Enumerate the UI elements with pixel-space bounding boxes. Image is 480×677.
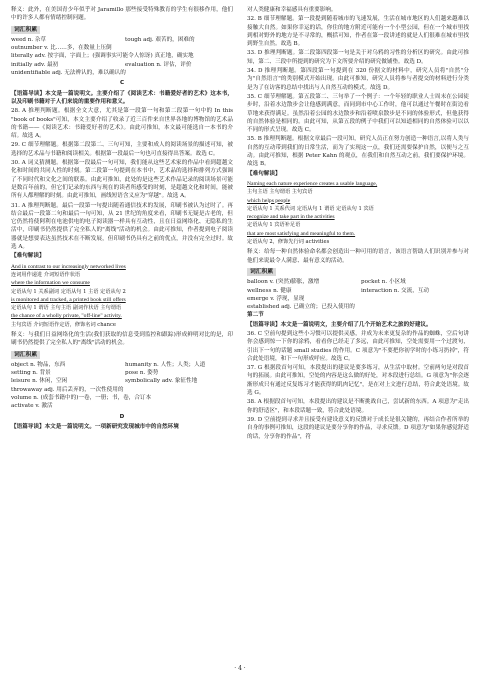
reading-guide-d: 【语篇导读】本文是一篇说明文。一项新研究发现城市中的自然环境 [11,423,179,430]
vocab-item: wellness n. 健康 [247,287,292,294]
vocab-item: unidentifiable adj. 无法辨认的，难以确认的 [11,70,126,77]
sentence-label: 定语从句 1 关系副词 定语从句 1 主语 定语从句 2 [11,288,126,295]
answer-34: 34. D 推理判断题。第四段第一句提到在 320 份据文的材料中，研究人员将"自然"分为"自然语言"的类别模式开始出现。由此可推知，研究人员将参与者提交的材料进行分类是为了在访客的总结中找出与人自然互动的模式。故选 D。 [247,68,469,91]
vocab-item: symbolically adv. 象征性地 [125,378,198,385]
answer-30: 30. A 词义猜测题。根据第一段最后一句可知，我们能从这些艺术家的作品中看到超越文化和时间的共同人性的时刻。第二段第一句提到在本书中，艺术品的选择和排列方式强调了不同时代和文化之间的联系。由此可推知，此处的是这些艺术作品记录的阅读场景可能是数百年前的，但它们记录的东西与现在的读者所感受的时刻，是超越文化和时间，能被所有人都理解的时刻。由此可推知，画线短语含义应为"穿越"。故选 A。 [11,160,233,200]
sentence-analysis-right [247,180,469,246]
vocab-list [11,36,233,77]
part2-heading: 第二节 [247,312,264,319]
answer-28: 28. A 推理判断题。根据全文大意，尤其是第一段第一句和第二段第一句中的 In this "book of books"可知，本文主要介绍了收录了近三百件来自世界各地的博物馆的艺术品的书籍——《阅读艺术：书籍爱好者的艺术》。由此可推知，本文最可能选自一本书的介绍。故选 A。 [11,108,233,140]
analysis-heading: 【难句解读】 [11,253,45,260]
vocab-item: established adj. 已确立的；已投入使用的 [247,304,355,311]
vocab-item: activate v. 激活 [11,403,53,410]
left-column [11,6,233,432]
answer-33: 33. D 推理判断题。第二段第四段第一句是关于对乌鸦的习性的分析区的研究。由此可推知，第二、三段中所提到的研究为下文所要介绍的研究做铺垫。故选 D。 [247,50,469,65]
sentence-translation: 释义：与我们日益网络化的生活(我们获取的信息受到监控和跟踪)形成鲜明对比的是，印刷书仍然提供了完全私人的"离线"活动的机会。 [11,331,233,347]
vocab-item: initially adv. 最初 [11,61,59,68]
vocab-item: emerge v. 浮现，显现 [247,295,305,302]
vocab-item: outnumber v. 比……多，在数量上压倒 [11,45,112,52]
answer-35: 35. C 细节理解题。第五段第二、三句举了一个例子：一个年轻的职业人士周末在公园徒步时，沿着水边散步会让他感到满意，而同到市中心工作时，他可以通过午餐时在街边看草地来获得满足。虽然沿着公园的水边散步和沿着喷泉散步是不同的体验形式，但他获得的自然体验是相同的。由此可知，从第五段的例子中我们可以知道相同的自然体验可以以不同的形式呈现。故选 C。 [247,93,469,134]
answer-36: 36. C 空前句提到这些小习惯可以提供灵感，并成为未来更复杂的作品的蜘蛛，空后句讲你会感到惊一下你的涂鸦，看看你已经走了多远，由此可推知，空处需要用一个过渡句，引出下一句的话题 small studies 的作用。C 项意为"不要把你初学时的小练习扔掉"，符合此处语境，和下一句形成呼应。故选 C。 [247,330,469,362]
vocab-item: balloon v. (突然)膨胀，激增 [247,279,320,286]
answer-32: 32. B 细节理解题。第一段提到随着城市的飞速发展，生活在城市地区的人们越来越难以接触大自然。如果你幸运的话，你住的地方附近可能有一个小型公园，但在一个城市里找到相对野外的地方是不寻常的，概括可知，作者在第一段讲述的就是人们很难在城市里找到野生自然。故选 B。 [247,16,469,48]
vocab-item: pocket n. 小区域 [361,279,406,286]
sentence-line: is monitored and tracked, a printed book still offers [11,296,126,303]
sentence-line: Naming each nature experience creates a usable language, [247,180,378,187]
answer-31: 31. A 推理判断题。最后一段第一句提出随着通信技术的发展，印刷书被认为过时了。再结合最后一段第二句和最后一句可知，从 21 世纪的角度来看，印刷书无疑是古老的，但它仍然将使阿利在电池供电的电子阅读器一样具有互动性，且在日益网络化、无隐私的生活中，印刷书仍然提供了完全私人的"离线"活动的机会。由此可推知，作者提到电子阅读器就是想要表达虽然技术在不断发展，但印刷书仍具有之前的优点，并没有完全过时。故选 A。 [11,202,233,251]
sentence-line: the chance of a wholly private, "off-line" activity. [11,313,122,320]
answer-37: 37. G 根据段首句可知，本段提出的建议是要多练习，从生活中取材。空前两句是对段首句的拓展。由此可推知，空处的内容是这么做的好处，对本段进行总结。G 项意为"你会逐渐形成只有通过反复练习才能获得的肌肉记忆"，是在对上文进行总结，符合此处语境。故选 G。 [247,365,469,397]
vocab-item: setting n. 背景 [11,370,51,377]
sentence-line: And in contrast to our increasingly networked lives [11,263,126,270]
vocab-item: pose n. 姿势 [125,370,159,377]
vocab-list-right [247,278,469,311]
sentence-label: 连词用作递进 介词短语作状语 [11,271,81,278]
vocab-item [125,44,233,52]
vocab-item [361,295,469,303]
vocab-item: weed n. 杂草 [11,36,47,43]
vocab-heading: 词汇积累 [11,26,40,34]
vocab-item: interaction n. 交流，互动 [361,287,430,294]
sentence-label: 定语从句 1 宾语补足语 [247,222,301,229]
sentence-label: 定语从句 2，修饰先行词 activities [247,239,330,246]
sentence-line: that are most satisfying and meaningful to them. [247,230,356,237]
continued-paragraph: 对人类健康和幸福感具有重要影响。 [247,7,337,13]
sentence-translation-right: 释义：给每一种自然体验命名都会创造出一种可用的语言，该语言帮助人们识别并参与对他们来说最令人满意、最有意义的活动。 [247,249,469,264]
sentence-label: 定语从句 1 谓语 主句主语 副词作状语 主句谓语 [11,305,122,312]
sentence-label: 主句宾语 介词短语作定语，修饰名词 chance [11,321,116,328]
sentence-label: 主句主语 主句谓语 主句宾语 [247,189,313,196]
answer-38: 38. A 根据段首句可知，本段提出的建议是不断挑战自己，尝试新的东西。A 项意为"走出你的舒适区"，和本段话题一致，符合此处语境。 [247,399,469,414]
section-d-title: D [119,413,125,420]
sentence-line: where the information we consume [11,280,90,287]
vocab-item: volume n. (成套书籍中的)一卷，一册；书，卷，合订本 [11,395,152,402]
reading-guide: 【语篇导读】本文是一篇说明文。主要介绍了《阅读艺术：书籍爱好者的艺术》这本书，以及印刷书籍对于人们来说的重要作用和意义。 [11,90,233,105]
vocab-item: humanity n. 人性；人类；人道 [125,361,206,368]
vocab-item: leisure n. 休闲，空闲 [11,378,68,385]
right-column [247,6,469,442]
sentence-analysis [11,263,233,329]
part2-intro: 【语篇导读】本文是一篇说明文，主要介绍了几个开始艺术之旅的好建议。 [247,321,432,328]
answer-39: 39. D 空前提到寻求并且接受有建设意义的反馈对于成长是很关键的，再结合作者所举的自身的事例可推知，这段的建议是要分享你的作品，寻求反馈。D 项意为"如果你感觉舒适的话，分享你的作品"，符 [247,416,469,440]
vocab-heading-right: 词汇积累 [247,268,276,276]
vocab-item: object n. 物品，东西 [11,361,66,368]
answer-29: 29. C 细节理解题。根据第二段第二、三句可知，主要和成人的阅读场景的描述可知，被选择的艺术品与书籍和阅读相关。根据第一段最后一句也可直接得出答案。故选 C。 [11,142,233,157]
vocab-item: throwaway adj. 用后丢弃的，一次性使用的 [11,386,124,393]
vocab-item: evaluation n. 评估，评价 [125,61,192,68]
sentence-line: recognize and take part in the activities [247,214,335,221]
analysis-heading-right: 【难句解读】 [247,170,281,177]
answer-35b: 35. B 推理判断题。根据文章最后一段可知，研究人员正在努力创造一种语言,以将人类与自然的互动带到我们的日常生活，而为了实现这一点，我们还需要保护自然，以便与之互动。由此可推知，根据 Peter Kahn 的观点，在我们和自然互动之前，我们要保护环境。故选 B。 [247,136,469,168]
vocab-item: literally adv. 按字面，字面上；(强调事实可能令人惊讶) 真正地，确实地 [11,53,194,60]
section-c-title: C [119,80,125,87]
sentence-label: 定语从句 1 关系代词 定语从句 1 谓语 定语从句 1 宾语 [247,205,374,212]
page-number: · 4 · [234,664,246,672]
sentence-line: which helps people [247,197,291,204]
vocab-item: tough adj. 艰苦的，困难的 [125,36,195,43]
top-paragraph: 释义：此外，在美国青少年似乎对 Jaramillo 那些接受特殊教育的学生有很移作用，他们中的许多人都有情绪控制问题。 [11,7,233,22]
vocab-list-2 [11,361,233,411]
vocab-heading-2: 词汇积累 [11,351,40,359]
